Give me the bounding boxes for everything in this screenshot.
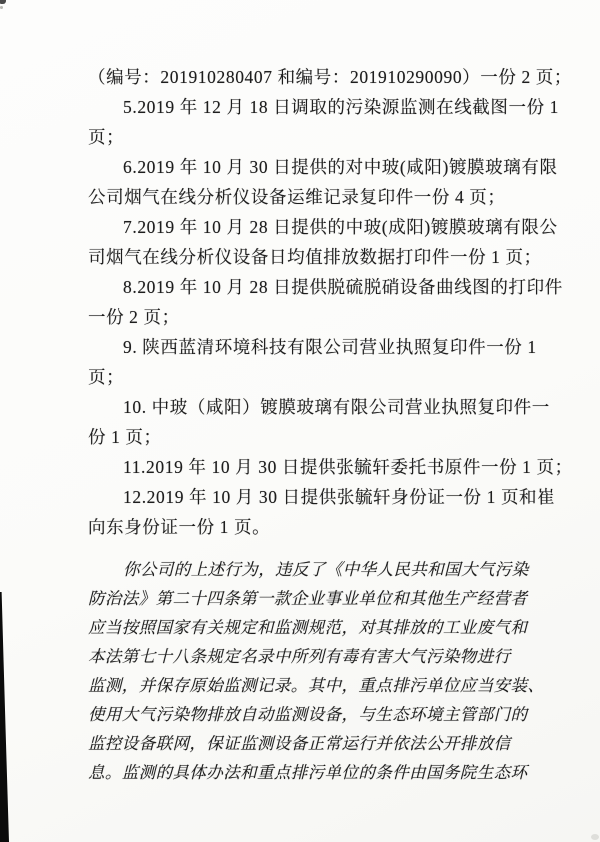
paragraph-line: 息。监测的具体办法和重点排污单位的条件由国务院生态环: [88, 763, 528, 782]
evidence-line: 页；: [88, 127, 125, 147]
paragraph-line: 本法第七十八条规定名录中所列有毒有害大气污染物进行: [88, 647, 511, 666]
scan-edge-artifact: [0, 592, 9, 842]
evidence-line: 11.2019 年 10 月 30 日提供张毓轩委托书原件一份 1 页；: [123, 457, 573, 477]
legal-citation-paragraph: [88, 555, 545, 787]
evidence-line: 向东身份证一份 1 页。: [88, 517, 271, 537]
evidence-list: [88, 62, 573, 542]
paragraph-line: 你公司的上述行为，违反了《中华人民共和国大气污染: [123, 560, 529, 579]
evidence-line: 12.2019 年 10 月 30 日提供张毓轩身份证一份 1 页和崔: [123, 487, 556, 507]
evidence-line: 6.2019 年 10 月 30 日提供的对中玻(咸阳)镀膜玻璃有限: [123, 157, 558, 177]
scan-smudge-artifact: [591, 834, 599, 840]
paragraph-line: 应当按照国家有关规定和监测规范，对其排放的工业废气和: [88, 618, 528, 637]
evidence-line: 一份 2 页；: [88, 307, 180, 327]
evidence-line: 9. 陕西蓝清环境科技有限公司营业执照复印件一份 1: [123, 337, 537, 357]
evidence-line: 5.2019 年 12 月 18 日调取的污染源监测在线截图一份 1: [123, 97, 560, 117]
paragraph-line: 监控设备联网，保证监测设备正常运行并依法公开排放信: [88, 734, 511, 753]
evidence-line: 公司烟气在线分析仪设备运维记录复印件一份 4 页；: [88, 187, 506, 207]
evidence-line: （编号：201910280407 和编号：201910290090）一份 2 页；: [88, 67, 572, 87]
document-text-area: [88, 62, 573, 787]
evidence-line: 页；: [88, 367, 125, 387]
evidence-line: 7.2019 年 10 月 28 日提供的中玻(成阳)镀膜玻璃有限公: [123, 217, 558, 237]
evidence-line: 8.2019 年 10 月 28 日提供脱硫脱硝设备曲线图的打印件: [123, 277, 563, 297]
paragraph-line: 使用大气污染物排放自动监测设备，与生态环境主管部门的: [88, 705, 528, 724]
paragraph-line: 监测，并保存原始监测记录。其中，重点排污单位应当安装、: [88, 676, 545, 695]
evidence-line: 10. 中玻（咸阳）镀膜玻璃有限公司营业执照复印件一: [123, 397, 550, 417]
paragraph-line: 防治法》第二十四条第一款企业事业单位和其他生产经营者: [88, 589, 528, 608]
scan-speck-artifact: [0, 0, 6, 4]
evidence-line: 份 1 页；: [88, 427, 162, 447]
evidence-line: 司烟气在线分析仪设备日均值排放数据打印件一份 1 页；: [88, 247, 542, 267]
